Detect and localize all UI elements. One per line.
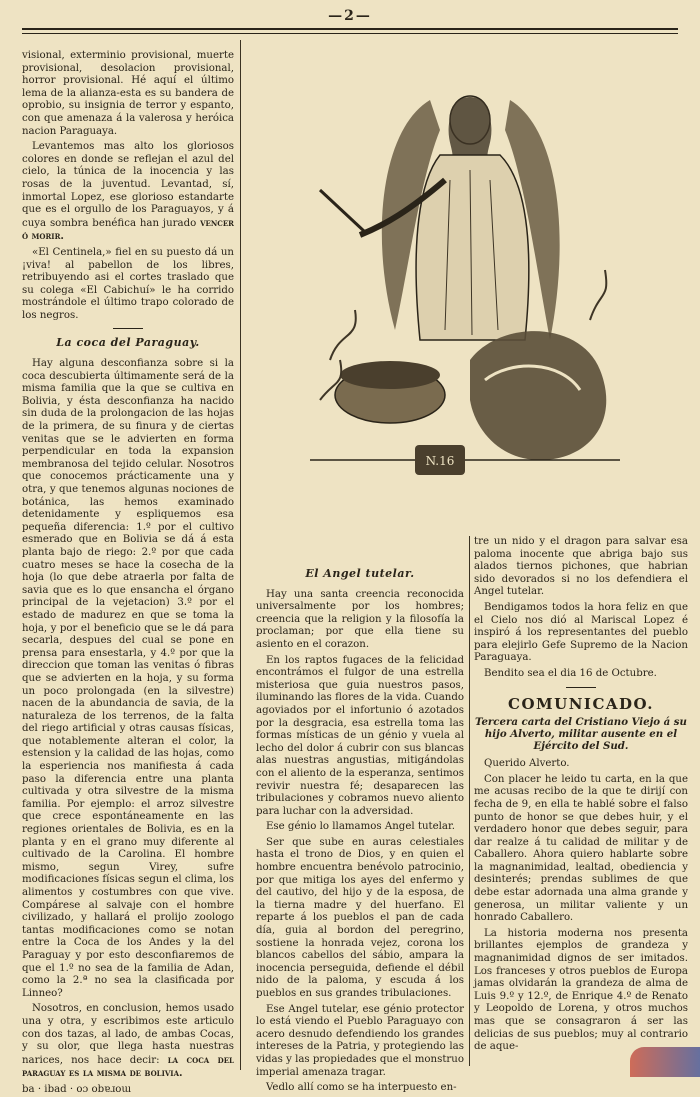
letter-subtitle: Tercera carta del Cristiano Viejo á su hijo Alverto, militar ausente en el Ejército del Sud.	[475, 716, 687, 753]
section-title-comunicado: COMUNICADO.	[508, 694, 654, 713]
paragraph: Hay alguna desconfianza sobre si la coca descubierta últimamente será de la misma familia que la que se cultiva en Bolivia, y ésta desconfianza ha nacido sin duda de la prolongacion de las hojas de la primera, de su finura y de ciertas venitas que se le advierten en forma perpendicular en toda la expansion membranosa del tejido celular. Nosotros que conocemos prácticamente una y otra, y que tenemos algunas nociones de botánica, las hemos examinado detenidamente y espliquemos esa pequeña diferencia: 1.º por el cultivo esmerado que en Bolivia se dá á esta planta bajo de riego: 2.º por que cada cuatro meses se hace la cosecha de la hoja (lo que debe atraerla por falta de savia que es lo que ensancha el órgano principal de la vejetacion) 3.º por el estado de madurez en que se toma la hoja, y por el beneficio que se le dá para secarla, despues del cual se pone en prensa para ensestarla, y 4.º por que la direccion que toman las venitas ó fibras que se advierten en la hoja, y su forma un poco prolongada (en la silvestre) nacen de la abundancia de savia, de la naturaleza de los terrenos, de la falta del riego artificial y otras causas físicas, que notablemente alteran el color, la estension y la calidad de las hojas, como la esperiencia nos manifiesta á cada paso la diferencia entre una planta cultivada y otra silvestre de la misma familia. Por ejemplo: el arroz silvestre que crece espontáneamente en las regiones orientales de Bolivia, es en la planta y en el grano muy diferente al cultivado de la Carolina. El hombre mismo, segun Virey, sufre modificaciones físicas segun el clima, los alimentos y costumbres con que vive. Compárese al salvaje con el hombre civilizado, y hallará el prolijo zoologo tantas modificaciones como se notan entre la Coca de los Andes y la del Paraguay y por esto desconfiaremos de que el 1.º no sea de la familia de Adan, como la 2.ª no sea la clasificada por Linneo?	[22, 358, 234, 999]
paragraph: Hay una santa creencia reconocida universalmente por los hombres; creencia que la religion y la filosofía la proclaman; por que ella tiene su asiento en el corazon.	[256, 588, 464, 650]
conclusion-text: la coca del paraguay es la misma de bolivia.	[22, 1053, 234, 1080]
paragraph: En los raptos fugaces de la felicidad encontrámos el fulgor de una estrella misteriosa que guia nuestros pasos, iluminando las flores de la vida. Cuando agoviados por el infortunio ó azotados por la desgracia, esa estrella toma las formas místicas de un génio y vuela al lecho del dolor á cubrir con sus blancas alas nuestras angustias, mitigándolas con el aliento de la esperanza, sentimos revivir nuestra fé; desaparecen las tribulaciones y cobramos nuevo aliento para luchar con la adversidad.	[256, 654, 464, 817]
paragraph-text: Nosotros, en conclusion, hemos usado una y otra, y escribimos este articulo con dos tazas, al lado, de ambas Cocas, y su olor, que llega hasta nuestras narices, nos hace decir:	[22, 1003, 234, 1066]
paragraph: tre un nido y el dragon para salvar esa paloma inocente que abriga bajo sus alados tiernos pichones, que habrian sido devorados si no los defendiera el Angel tutelar.	[474, 536, 688, 598]
paragraph: Bendito sea el dia 16 de Octubre.	[484, 667, 657, 679]
paragraph-text: Levantemos mas alto los gloriosos colores en donde se reflejan el azul del cielo, la túnica de la inocencia y las rosas de la juventud. Levantad, sí, inmortal Lopez, ese glorioso estandarte que es el orgullo de los Paraguayos, y á cuya sombra benéfica han jurado	[22, 141, 234, 229]
column-middle	[256, 560, 464, 1094]
paragraph	[22, 1003, 234, 1081]
header-rule	[22, 28, 678, 30]
paragraph: La historia moderna nos presenta brillantes ejemplos de grandeza y magnanimidad dignos de ser imitados. Los franceses y otros pueblos de Europa jamas olvidarán la grandeza de alma de Luis 9.º y 12.º, de Enrique 4.º de Renato y Leopoldo de Lorena, y otros muchos mas que se consagraron á ser las delicias de sus pueblos; muy al contrario de aque-	[474, 927, 688, 1053]
column-left	[22, 50, 234, 1095]
paragraph: Con placer he leido tu carta, en la que me acusas recibo de la que te dirijí con fecha de 9, en ella te hablé sobre el falso punto de honor se que debes huir, y el verdadero honor que debes seguir, para dar realze á tu calidad de militar y de Caballero. Ahora quiero hablarte sobre la magnanimidad, lealtad, obediencia y desinterés; prendas sublimes de que debe estar adornada una alma grande y generosa, un militar valiente y un honrado Caballero.	[474, 773, 688, 924]
paragraph: Bendigamos todos la hora feliz en que el Cielo nos dió al Mariscal Lopez é inspiró á los representantes del pueblo para elejirlo Gefe Supremo de la Nacion Paraguaya.	[474, 601, 688, 664]
paragraph: visional, exterminio provisional, muerte provisional, desolacion provisional, horror provisional. Hé aquí el último lema de la alianza-esta es su bandera de oprobio, su insignia de terror y espanto, con que amenaza á la valerosa y heróica nacion Paraguaya.	[22, 50, 234, 137]
badge-text: N.16	[425, 454, 455, 468]
sword-icon	[320, 190, 365, 232]
paragraph: Ser que sube en auras celestiales hasta el trono de Dios, y en quien el hombre encuentra benévolo patrocinio, por que mitiga los ayes del enfermo y del cautivo, del hijo y de la esposa, de la tierna madre y del huerfano. El reparte á los pueblos el pan de cada día, guia al bordon del peregrino, sostiene la honrada vejez, corona los blancos cabellos del sábio, ampara la inocencia perseguida, defiende el débil nido de la paloma, y escuda á los pueblos en sus grandes tribulaciones.	[256, 836, 464, 999]
archive-seal-icon	[630, 1047, 700, 1077]
article-title-angel: El Angel tutelar.	[305, 567, 415, 580]
column-divider-right	[469, 536, 470, 1066]
column-right	[474, 536, 688, 1066]
dragon	[470, 331, 606, 460]
paragraph: «El Centinela,» fiel en su puesto dá un ¡viva! al pabellon de los libres, retribuyendo asi el cortes traslado que su colega «El Cabichuí» le ha corrido mostrándole el último trapo colorado de los negros.	[22, 246, 234, 321]
paragraph: Ese génio lo llamamos Angel tutelar.	[266, 821, 455, 833]
header-rule-thin	[22, 33, 678, 34]
section-divider	[566, 687, 596, 688]
paragraph: Vedlo allí como se ha interpuesto en-	[266, 1082, 457, 1094]
page-fragment: ba · ibad · oɔ obɐɹoɯ	[22, 1083, 132, 1095]
paragraph	[22, 141, 234, 244]
angel-robe	[416, 155, 529, 340]
paragraph: Ese Angel tutelar, ese génio protector lo está viendo el Pueblo Paraguayo con acero desnudo defendiendo los grandes intereses de la Patria, y protegiendo las vidas y las propiedades que el monstruo imperial amenaza tragar.	[256, 1003, 464, 1078]
section-divider	[113, 328, 143, 329]
page-number: —2—	[328, 8, 372, 24]
nest-top	[340, 361, 440, 389]
salutation: Querido Alverto.	[484, 758, 570, 770]
angel-hair	[449, 97, 492, 160]
angel-illustration	[300, 40, 630, 500]
motto: vencer ó morir.	[22, 216, 234, 243]
article-title-coca: La coca del Paraguay.	[56, 336, 200, 350]
column-divider-left	[240, 40, 241, 1070]
